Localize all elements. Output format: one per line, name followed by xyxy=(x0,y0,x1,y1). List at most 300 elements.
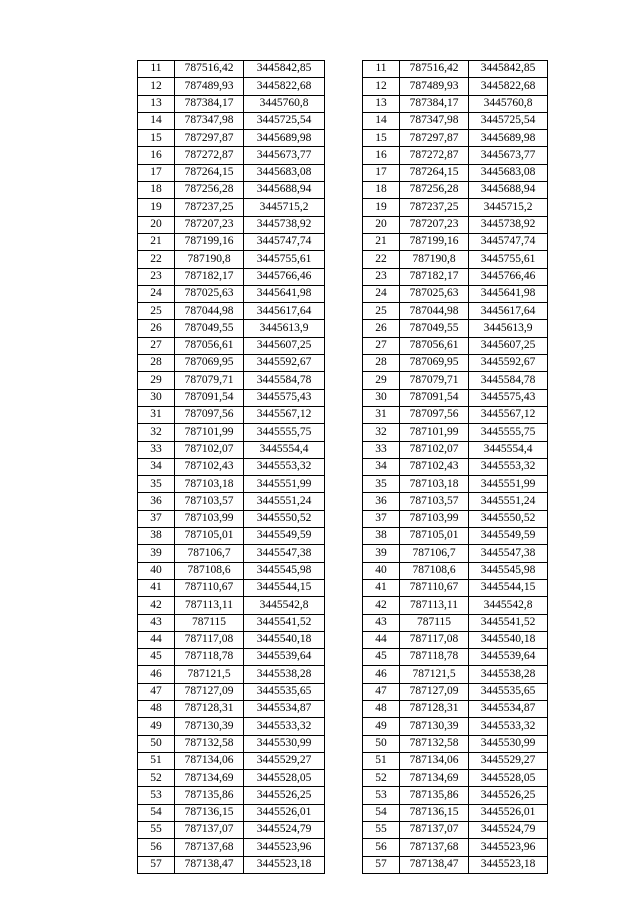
point-number-cell: 49 xyxy=(363,718,400,735)
y-coordinate-cell: 3445688,94 xyxy=(469,182,548,199)
y-coordinate-cell: 3445544,15 xyxy=(469,579,548,596)
y-coordinate-cell: 3445755,61 xyxy=(469,251,548,268)
y-coordinate-cell: 3445534,87 xyxy=(469,700,548,717)
table-row xyxy=(363,78,548,95)
y-coordinate-cell: 3445592,67 xyxy=(469,355,548,372)
table-row xyxy=(363,666,548,683)
x-coordinate-cell: 787121,5 xyxy=(400,666,469,683)
y-coordinate-cell: 3445822,68 xyxy=(244,78,325,95)
y-coordinate-cell: 3445542,8 xyxy=(244,597,325,614)
point-number-cell: 28 xyxy=(363,355,400,372)
y-coordinate-cell: 3445530,99 xyxy=(244,735,325,752)
table-row xyxy=(138,164,325,181)
point-number-cell: 25 xyxy=(363,303,400,320)
table-row xyxy=(138,199,325,216)
x-coordinate-cell: 787190,8 xyxy=(400,251,469,268)
point-number-cell: 38 xyxy=(363,528,400,545)
point-number-cell: 27 xyxy=(138,337,175,354)
y-coordinate-cell: 3445673,77 xyxy=(244,147,325,164)
x-coordinate-cell: 787347,98 xyxy=(400,112,469,129)
x-coordinate-cell: 787115 xyxy=(175,614,244,631)
y-coordinate-cell: 3445641,98 xyxy=(469,285,548,302)
y-coordinate-cell: 3445575,43 xyxy=(244,389,325,406)
table-row xyxy=(138,320,325,337)
table-row xyxy=(363,112,548,129)
point-number-cell: 40 xyxy=(363,562,400,579)
y-coordinate-cell: 3445538,28 xyxy=(469,666,548,683)
table-row xyxy=(138,752,325,769)
x-coordinate-cell: 787069,95 xyxy=(175,355,244,372)
table-row xyxy=(138,216,325,233)
table-row xyxy=(138,822,325,839)
x-coordinate-cell: 787117,08 xyxy=(175,631,244,648)
point-number-cell: 15 xyxy=(363,130,400,147)
x-coordinate-cell: 787056,61 xyxy=(175,337,244,354)
table-row xyxy=(138,597,325,614)
y-coordinate-cell: 3445526,01 xyxy=(469,804,548,821)
table-row xyxy=(138,424,325,441)
table-row xyxy=(363,597,548,614)
y-coordinate-cell: 3445607,25 xyxy=(469,337,548,354)
table-row xyxy=(363,320,548,337)
point-number-cell: 49 xyxy=(138,718,175,735)
table-row xyxy=(138,78,325,95)
table-row xyxy=(363,216,548,233)
x-coordinate-cell: 787105,01 xyxy=(400,528,469,545)
x-coordinate-cell: 787132,58 xyxy=(175,735,244,752)
y-coordinate-cell: 3445545,98 xyxy=(244,562,325,579)
y-coordinate-cell: 3445842,85 xyxy=(244,61,325,78)
x-coordinate-cell: 787118,78 xyxy=(175,649,244,666)
point-number-cell: 12 xyxy=(138,78,175,95)
y-coordinate-cell: 3445567,12 xyxy=(244,406,325,423)
y-coordinate-cell: 3445530,99 xyxy=(469,735,548,752)
coordinates-table-body xyxy=(363,61,548,874)
table-row xyxy=(138,285,325,302)
point-number-cell: 21 xyxy=(138,233,175,250)
point-number-cell: 54 xyxy=(363,804,400,821)
y-coordinate-cell: 3445617,64 xyxy=(244,303,325,320)
point-number-cell: 36 xyxy=(363,493,400,510)
point-number-cell: 23 xyxy=(138,268,175,285)
table-row xyxy=(138,700,325,717)
table-row xyxy=(138,251,325,268)
y-coordinate-cell: 3445725,54 xyxy=(469,112,548,129)
x-coordinate-cell: 787137,07 xyxy=(175,822,244,839)
x-coordinate-cell: 787138,47 xyxy=(400,856,469,873)
table-row xyxy=(138,787,325,804)
x-coordinate-cell: 787102,07 xyxy=(400,441,469,458)
x-coordinate-cell: 787079,71 xyxy=(400,372,469,389)
table-row xyxy=(138,95,325,112)
x-coordinate-cell: 787102,43 xyxy=(400,458,469,475)
y-coordinate-cell: 3445526,01 xyxy=(244,804,325,821)
point-number-cell: 20 xyxy=(363,216,400,233)
y-coordinate-cell: 3445613,9 xyxy=(469,320,548,337)
point-number-cell: 46 xyxy=(363,666,400,683)
x-coordinate-cell: 787132,58 xyxy=(400,735,469,752)
x-coordinate-cell: 787106,7 xyxy=(175,545,244,562)
y-coordinate-cell: 3445567,12 xyxy=(469,406,548,423)
y-coordinate-cell: 3445526,25 xyxy=(244,787,325,804)
table-row xyxy=(363,199,548,216)
point-number-cell: 33 xyxy=(138,441,175,458)
y-coordinate-cell: 3445725,54 xyxy=(244,112,325,129)
x-coordinate-cell: 787190,8 xyxy=(175,251,244,268)
table-row xyxy=(363,389,548,406)
x-coordinate-cell: 787091,54 xyxy=(400,389,469,406)
x-coordinate-cell: 787272,87 xyxy=(175,147,244,164)
table-row xyxy=(363,631,548,648)
point-number-cell: 46 xyxy=(138,666,175,683)
point-number-cell: 31 xyxy=(138,406,175,423)
table-row xyxy=(363,839,548,856)
point-number-cell: 24 xyxy=(138,285,175,302)
table-row xyxy=(138,735,325,752)
point-number-cell: 24 xyxy=(363,285,400,302)
table-row xyxy=(138,147,325,164)
table-row xyxy=(363,510,548,527)
x-coordinate-cell: 787134,69 xyxy=(400,770,469,787)
point-number-cell: 34 xyxy=(138,458,175,475)
x-coordinate-cell: 787108,6 xyxy=(175,562,244,579)
table-row xyxy=(363,787,548,804)
y-coordinate-cell: 3445755,61 xyxy=(244,251,325,268)
x-coordinate-cell: 787103,18 xyxy=(400,476,469,493)
x-coordinate-cell: 787103,18 xyxy=(175,476,244,493)
table-row xyxy=(363,735,548,752)
table-row xyxy=(138,303,325,320)
y-coordinate-cell: 3445550,52 xyxy=(244,510,325,527)
y-coordinate-cell: 3445529,27 xyxy=(244,752,325,769)
x-coordinate-cell: 787097,56 xyxy=(400,406,469,423)
x-coordinate-cell: 787256,28 xyxy=(175,182,244,199)
x-coordinate-cell: 787069,95 xyxy=(400,355,469,372)
y-coordinate-cell: 3445551,24 xyxy=(244,493,325,510)
y-coordinate-cell: 3445617,64 xyxy=(469,303,548,320)
y-coordinate-cell: 3445544,15 xyxy=(244,579,325,596)
table-row xyxy=(138,389,325,406)
x-coordinate-cell: 787101,99 xyxy=(400,424,469,441)
y-coordinate-cell: 3445524,79 xyxy=(244,822,325,839)
y-coordinate-cell: 3445533,32 xyxy=(469,718,548,735)
y-coordinate-cell: 3445688,94 xyxy=(244,182,325,199)
y-coordinate-cell: 3445641,98 xyxy=(244,285,325,302)
y-coordinate-cell: 3445535,65 xyxy=(244,683,325,700)
table-row xyxy=(138,528,325,545)
y-coordinate-cell: 3445554,4 xyxy=(244,441,325,458)
table-row xyxy=(363,182,548,199)
y-coordinate-cell: 3445673,77 xyxy=(469,147,548,164)
point-number-cell: 15 xyxy=(138,130,175,147)
table-row xyxy=(363,95,548,112)
x-coordinate-cell: 787113,11 xyxy=(400,597,469,614)
point-number-cell: 12 xyxy=(363,78,400,95)
y-coordinate-cell: 3445535,65 xyxy=(469,683,548,700)
x-coordinate-cell: 787025,63 xyxy=(175,285,244,302)
x-coordinate-cell: 787128,31 xyxy=(175,700,244,717)
point-number-cell: 35 xyxy=(363,476,400,493)
table-row xyxy=(363,752,548,769)
x-coordinate-cell: 787130,39 xyxy=(175,718,244,735)
x-coordinate-cell: 787134,69 xyxy=(175,770,244,787)
point-number-cell: 42 xyxy=(138,597,175,614)
y-coordinate-cell: 3445551,99 xyxy=(244,476,325,493)
point-number-cell: 52 xyxy=(138,770,175,787)
point-number-cell: 39 xyxy=(363,545,400,562)
x-coordinate-cell: 787127,09 xyxy=(400,683,469,700)
point-number-cell: 48 xyxy=(138,700,175,717)
table-row xyxy=(138,718,325,735)
point-number-cell: 48 xyxy=(363,700,400,717)
point-number-cell: 25 xyxy=(138,303,175,320)
y-coordinate-cell: 3445553,32 xyxy=(469,458,548,475)
y-coordinate-cell: 3445689,98 xyxy=(469,130,548,147)
point-number-cell: 28 xyxy=(138,355,175,372)
point-number-cell: 19 xyxy=(363,199,400,216)
point-number-cell: 56 xyxy=(363,839,400,856)
table-row xyxy=(138,631,325,648)
point-number-cell: 44 xyxy=(138,631,175,648)
point-number-cell: 37 xyxy=(363,510,400,527)
y-coordinate-cell: 3445540,18 xyxy=(469,631,548,648)
y-coordinate-cell: 3445760,8 xyxy=(244,95,325,112)
x-coordinate-cell: 787117,08 xyxy=(400,631,469,648)
point-number-cell: 30 xyxy=(363,389,400,406)
point-number-cell: 13 xyxy=(363,95,400,112)
y-coordinate-cell: 3445747,74 xyxy=(469,233,548,250)
point-number-cell: 31 xyxy=(363,406,400,423)
point-number-cell: 51 xyxy=(363,752,400,769)
table-row xyxy=(138,649,325,666)
coordinates-table-left xyxy=(137,60,325,874)
table-row xyxy=(363,268,548,285)
table-row xyxy=(363,61,548,78)
x-coordinate-cell: 787130,39 xyxy=(400,718,469,735)
x-coordinate-cell: 787103,57 xyxy=(400,493,469,510)
table-row xyxy=(138,441,325,458)
coordinates-table-body xyxy=(138,61,325,874)
table-row xyxy=(138,839,325,856)
x-coordinate-cell: 787115 xyxy=(400,614,469,631)
table-row xyxy=(363,493,548,510)
point-number-cell: 16 xyxy=(138,147,175,164)
x-coordinate-cell: 787264,15 xyxy=(400,164,469,181)
point-number-cell: 42 xyxy=(363,597,400,614)
table-row xyxy=(138,770,325,787)
point-number-cell: 50 xyxy=(363,735,400,752)
x-coordinate-cell: 787134,06 xyxy=(175,752,244,769)
y-coordinate-cell: 3445683,08 xyxy=(244,164,325,181)
table-row xyxy=(363,130,548,147)
point-number-cell: 27 xyxy=(363,337,400,354)
y-coordinate-cell: 3445689,98 xyxy=(244,130,325,147)
x-coordinate-cell: 787121,5 xyxy=(175,666,244,683)
x-coordinate-cell: 787489,93 xyxy=(175,78,244,95)
table-row xyxy=(363,614,548,631)
y-coordinate-cell: 3445523,18 xyxy=(469,856,548,873)
x-coordinate-cell: 787136,15 xyxy=(400,804,469,821)
point-number-cell: 44 xyxy=(363,631,400,648)
y-coordinate-cell: 3445549,59 xyxy=(469,528,548,545)
x-coordinate-cell: 787110,67 xyxy=(175,579,244,596)
table-row xyxy=(363,285,548,302)
point-number-cell: 33 xyxy=(363,441,400,458)
x-coordinate-cell: 787297,87 xyxy=(175,130,244,147)
x-coordinate-cell: 787135,86 xyxy=(175,787,244,804)
y-coordinate-cell: 3445592,67 xyxy=(244,355,325,372)
x-coordinate-cell: 787199,16 xyxy=(175,233,244,250)
x-coordinate-cell: 787207,23 xyxy=(175,216,244,233)
y-coordinate-cell: 3445738,92 xyxy=(469,216,548,233)
y-coordinate-cell: 3445528,05 xyxy=(244,770,325,787)
y-coordinate-cell: 3445529,27 xyxy=(469,752,548,769)
table-row xyxy=(138,182,325,199)
point-number-cell: 55 xyxy=(138,822,175,839)
y-coordinate-cell: 3445541,52 xyxy=(469,614,548,631)
y-coordinate-cell: 3445534,87 xyxy=(244,700,325,717)
x-coordinate-cell: 787113,11 xyxy=(175,597,244,614)
y-coordinate-cell: 3445547,38 xyxy=(469,545,548,562)
point-number-cell: 43 xyxy=(363,614,400,631)
table-row xyxy=(363,147,548,164)
y-coordinate-cell: 3445551,99 xyxy=(469,476,548,493)
point-number-cell: 17 xyxy=(363,164,400,181)
table-row xyxy=(138,355,325,372)
x-coordinate-cell: 787102,07 xyxy=(175,441,244,458)
table-row xyxy=(363,545,548,562)
point-number-cell: 21 xyxy=(363,233,400,250)
y-coordinate-cell: 3445547,38 xyxy=(244,545,325,562)
x-coordinate-cell: 787025,63 xyxy=(400,285,469,302)
x-coordinate-cell: 787103,99 xyxy=(175,510,244,527)
point-number-cell: 55 xyxy=(363,822,400,839)
x-coordinate-cell: 787489,93 xyxy=(400,78,469,95)
x-coordinate-cell: 787182,17 xyxy=(400,268,469,285)
table-row xyxy=(363,233,548,250)
table-row xyxy=(138,61,325,78)
point-number-cell: 18 xyxy=(363,182,400,199)
y-coordinate-cell: 3445822,68 xyxy=(469,78,548,95)
y-coordinate-cell: 3445542,8 xyxy=(469,597,548,614)
y-coordinate-cell: 3445715,2 xyxy=(244,199,325,216)
x-coordinate-cell: 787256,28 xyxy=(400,182,469,199)
point-number-cell: 39 xyxy=(138,545,175,562)
table-row xyxy=(363,458,548,475)
table-row xyxy=(363,649,548,666)
table-row xyxy=(138,233,325,250)
table-row xyxy=(363,424,548,441)
x-coordinate-cell: 787102,43 xyxy=(175,458,244,475)
point-number-cell: 30 xyxy=(138,389,175,406)
table-row xyxy=(138,666,325,683)
table-row xyxy=(138,406,325,423)
point-number-cell: 23 xyxy=(363,268,400,285)
x-coordinate-cell: 787237,25 xyxy=(175,199,244,216)
x-coordinate-cell: 787049,55 xyxy=(400,320,469,337)
x-coordinate-cell: 787516,42 xyxy=(400,61,469,78)
table-row xyxy=(138,112,325,129)
x-coordinate-cell: 787044,98 xyxy=(175,303,244,320)
point-number-cell: 52 xyxy=(363,770,400,787)
point-number-cell: 53 xyxy=(363,787,400,804)
point-number-cell: 26 xyxy=(363,320,400,337)
table-row xyxy=(138,130,325,147)
table-row xyxy=(138,268,325,285)
x-coordinate-cell: 787135,86 xyxy=(400,787,469,804)
point-number-cell: 14 xyxy=(363,112,400,129)
table-row xyxy=(363,718,548,735)
x-coordinate-cell: 787237,25 xyxy=(400,199,469,216)
y-coordinate-cell: 3445575,43 xyxy=(469,389,548,406)
table-row xyxy=(363,700,548,717)
y-coordinate-cell: 3445584,78 xyxy=(469,372,548,389)
x-coordinate-cell: 787103,57 xyxy=(175,493,244,510)
x-coordinate-cell: 787384,17 xyxy=(400,95,469,112)
point-number-cell: 57 xyxy=(363,856,400,873)
point-number-cell: 32 xyxy=(138,424,175,441)
y-coordinate-cell: 3445760,8 xyxy=(469,95,548,112)
y-coordinate-cell: 3445524,79 xyxy=(469,822,548,839)
y-coordinate-cell: 3445551,24 xyxy=(469,493,548,510)
point-number-cell: 35 xyxy=(138,476,175,493)
y-coordinate-cell: 3445842,85 xyxy=(469,61,548,78)
x-coordinate-cell: 787297,87 xyxy=(400,130,469,147)
point-number-cell: 19 xyxy=(138,199,175,216)
point-number-cell: 11 xyxy=(363,61,400,78)
y-coordinate-cell: 3445766,46 xyxy=(469,268,548,285)
point-number-cell: 32 xyxy=(363,424,400,441)
y-coordinate-cell: 3445523,96 xyxy=(244,839,325,856)
y-coordinate-cell: 3445538,28 xyxy=(244,666,325,683)
y-coordinate-cell: 3445539,64 xyxy=(244,649,325,666)
table-row xyxy=(138,804,325,821)
y-coordinate-cell: 3445539,64 xyxy=(469,649,548,666)
x-coordinate-cell: 787118,78 xyxy=(400,649,469,666)
table-row xyxy=(363,372,548,389)
table-row xyxy=(363,856,548,873)
table-row xyxy=(138,683,325,700)
y-coordinate-cell: 3445738,92 xyxy=(244,216,325,233)
y-coordinate-cell: 3445607,25 xyxy=(244,337,325,354)
table-row xyxy=(363,355,548,372)
table-row xyxy=(363,337,548,354)
point-number-cell: 43 xyxy=(138,614,175,631)
point-number-cell: 26 xyxy=(138,320,175,337)
y-coordinate-cell: 3445523,96 xyxy=(469,839,548,856)
point-number-cell: 45 xyxy=(138,649,175,666)
table-row xyxy=(363,251,548,268)
y-coordinate-cell: 3445747,74 xyxy=(244,233,325,250)
x-coordinate-cell: 787110,67 xyxy=(400,579,469,596)
x-coordinate-cell: 787049,55 xyxy=(175,320,244,337)
point-number-cell: 50 xyxy=(138,735,175,752)
x-coordinate-cell: 787136,15 xyxy=(175,804,244,821)
point-number-cell: 17 xyxy=(138,164,175,181)
table-row xyxy=(363,683,548,700)
y-coordinate-cell: 3445553,32 xyxy=(244,458,325,475)
y-coordinate-cell: 3445528,05 xyxy=(469,770,548,787)
x-coordinate-cell: 787199,16 xyxy=(400,233,469,250)
table-row xyxy=(363,441,548,458)
table-row xyxy=(138,458,325,475)
y-coordinate-cell: 3445555,75 xyxy=(244,424,325,441)
point-number-cell: 20 xyxy=(138,216,175,233)
point-number-cell: 22 xyxy=(138,251,175,268)
table-row xyxy=(138,493,325,510)
table-row xyxy=(363,528,548,545)
x-coordinate-cell: 787137,68 xyxy=(400,839,469,856)
